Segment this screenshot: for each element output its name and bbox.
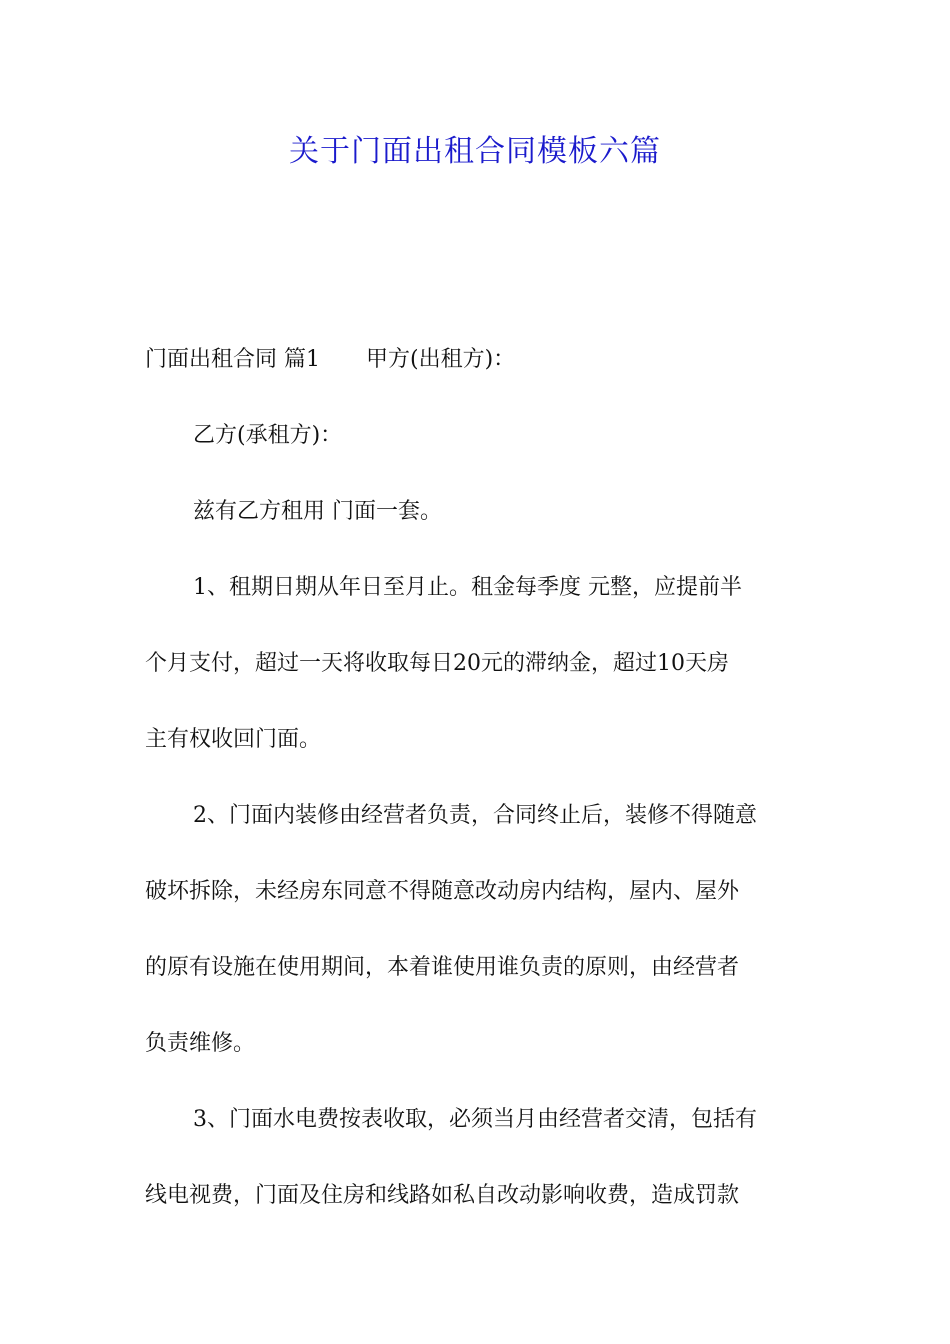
clause-3-line-2: 线电视费，门面及住房和线路如私自改动影响收费，造成罚款 xyxy=(145,1183,740,1208)
party-a-label: 甲方(出租方)： xyxy=(366,347,516,372)
party-b-label: 乙方(承租方)： xyxy=(193,423,343,448)
section-heading: 门面出租合同 篇1 xyxy=(145,347,320,372)
clause-1-line-1: 1、租期日期从年日至月止。租金每季度 元整，应提前半 xyxy=(193,575,742,600)
clause-1-line-3: 主有权收回门面。 xyxy=(145,727,322,752)
document-title: 关于门面出租合同模板六篇 xyxy=(289,134,661,169)
heading-line xyxy=(145,345,515,375)
clause-2-line-2: 破坏拆除，未经房东同意不得随意改动房内结构，屋内、屋外 xyxy=(145,879,740,904)
intro-paragraph: 兹有乙方租用 门面一套。 xyxy=(193,499,442,524)
clause-2-line-4: 负责维修。 xyxy=(145,1031,256,1056)
clause-2-line-1: 2、门面内装修由经营者负责，合同终止后，装修不得随意 xyxy=(193,803,757,828)
clause-2-line-3: 的原有设施在使用期间，本着谁使用谁负责的原则，由经营者 xyxy=(145,955,740,980)
clause-1-line-2: 个月支付，超过一天将收取每日20元的滞纳金，超过10天房 xyxy=(145,651,729,676)
clause-3-line-1: 3、门面水电费按表收取，必须当月由经营者交清，包括有 xyxy=(193,1107,757,1132)
